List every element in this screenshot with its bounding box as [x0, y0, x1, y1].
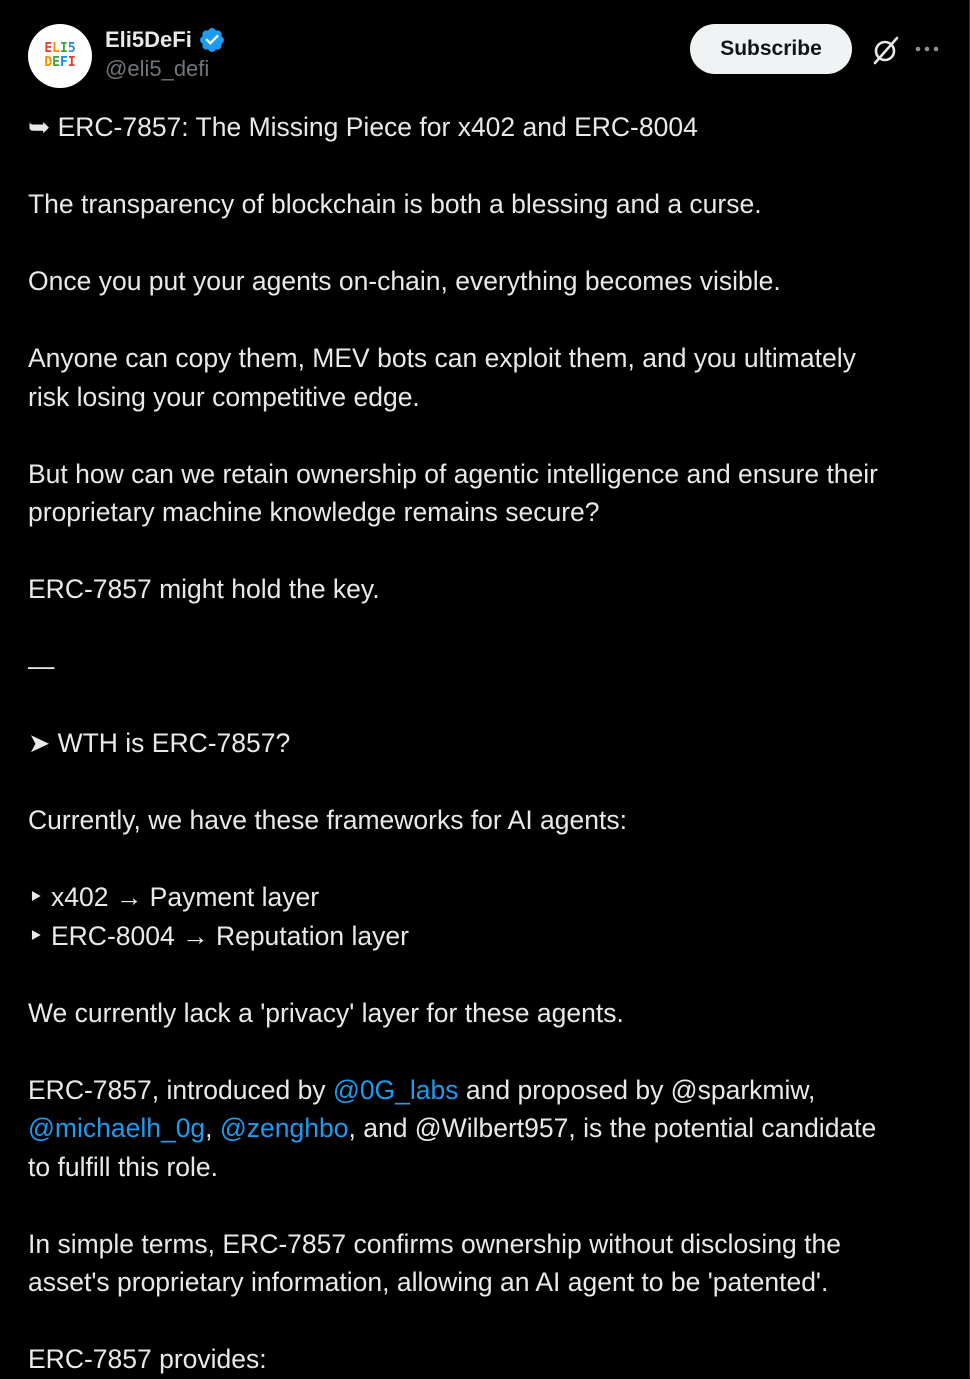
mention-link[interactable]: @zenghbo — [219, 1113, 349, 1143]
avatar-logo-letter: L — [52, 41, 60, 56]
bullet-item: ‣ ERC-8004 → Reputation layer — [28, 920, 409, 951]
bullet-item: ‣ x402 → Payment layer — [28, 882, 320, 912]
paragraph: We currently lack a 'privacy' layer for these agents. — [28, 997, 624, 1028]
display-name-row[interactable] — [105, 26, 226, 54]
mention-link[interactable]: @0G_labs — [332, 1074, 459, 1105]
section-heading: ➤ WTH is ERC-7857? — [28, 728, 291, 758]
avatar-logo-letter: I — [67, 55, 76, 70]
text-span: , — [205, 1113, 220, 1143]
ellipsis-icon — [914, 45, 940, 53]
post-text — [28, 108, 948, 1379]
avatar-logo-letter: 5 — [67, 41, 76, 56]
paragraph-line — [28, 1109, 948, 1148]
grok-icon[interactable] — [870, 34, 902, 66]
avatar-logo-letter: E — [44, 41, 53, 56]
paragraph-line: Anyone can copy them, MEV bots can exploit them, and you ultimately — [28, 343, 856, 373]
text-span: and proposed by @sparkmiw, — [458, 1074, 816, 1105]
paragraph-line: risk losing your competitive edge. — [28, 381, 420, 412]
paragraph-line: But how can we retain ownership of agentic intelligence and ensure their — [28, 458, 878, 489]
paragraph-line: to fulfill this role. — [28, 1151, 218, 1182]
post-header — [28, 22, 942, 90]
display-name[interactable]: Eli5DeFi — [105, 27, 192, 52]
verified-badge-icon — [198, 26, 226, 54]
paragraph-line — [28, 1071, 948, 1110]
more-icon[interactable] — [912, 34, 942, 64]
paragraph: ERC-7857 provides: — [28, 1344, 267, 1374]
paragraph-line: asset's proprietary information, allowing an AI agent to be 'patented'. — [28, 1267, 829, 1297]
paragraph-line: In simple terms, ERC-7857 confirms ownership without disclosing the — [28, 1228, 841, 1259]
post-heading: ➥ ERC-7857: The Missing Piece for x402 and ERC-8004 — [28, 112, 698, 142]
divider-dash: — — [28, 651, 55, 681]
handle[interactable]: @eli5_defi — [105, 56, 210, 81]
paragraph: Once you put your agents on-chain, everything becomes visible. — [28, 266, 781, 296]
mention-link[interactable]: @michaelh_0g — [28, 1113, 206, 1143]
avatar-logo-letter: D — [44, 55, 53, 70]
paragraph: The transparency of blockchain is both a blessing and a curse. — [28, 189, 762, 219]
avatar-logo-row — [44, 56, 75, 70]
avatar-logo-letter: E — [52, 55, 60, 70]
author-name-block — [105, 26, 226, 84]
subscribe-button[interactable]: Subscribe — [690, 24, 852, 74]
text-span: ERC-7857, introduced by — [28, 1074, 333, 1105]
text-span: , and @Wilbert957, is the potential candidate — [348, 1113, 877, 1143]
avatar-logo-letter: I — [60, 41, 68, 56]
paragraph: Currently, we have these frameworks for AI agents: — [28, 805, 627, 835]
paragraph-line: proprietary machine knowledge remains secure? — [28, 497, 600, 527]
paragraph: ERC-7857 might hold the key. — [28, 574, 380, 604]
avatar-logo-row — [44, 42, 75, 56]
avatar[interactable] — [28, 24, 92, 88]
avatar-logo-letter: F — [60, 55, 68, 70]
